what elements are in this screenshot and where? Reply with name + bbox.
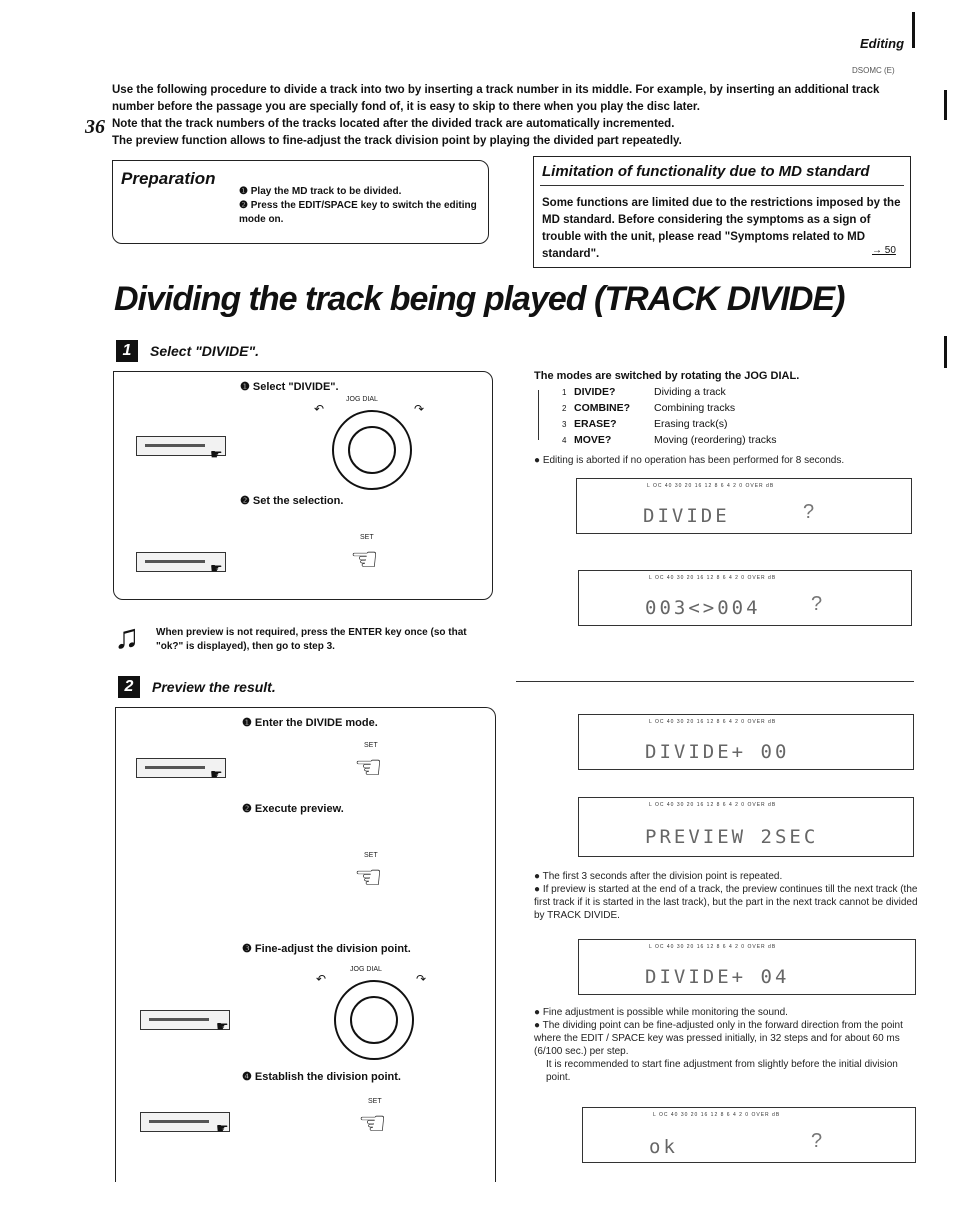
set-label: SET (364, 852, 378, 859)
step-2-sub-3: ❸ Fine-adjust the division point. (242, 943, 411, 955)
display-text: DIVIDE+ 00 (645, 741, 790, 763)
cycle-bracket (538, 390, 542, 440)
hand-pointer-icon: ☛ (216, 1120, 229, 1136)
intro-text (112, 82, 912, 150)
step-1-sub-2: ❷ Set the selection. (240, 495, 344, 507)
mode-name: MOVE? (574, 434, 612, 446)
note-item (534, 1058, 918, 1084)
hand-pointer-icon: ☛ (216, 1018, 229, 1034)
intro-paragraph: Note that the track numbers of the tracks located after the divided track are automatically incremented. (112, 118, 675, 130)
rotate-arrow-icon: ↶ (316, 972, 327, 986)
display-divide (576, 478, 912, 534)
note-item: ● Fine adjustment is possible while monitoring the sound. (534, 1007, 788, 1018)
jog-dial-icon (332, 410, 412, 490)
mode-item (562, 386, 882, 402)
step-2-heading: Preview the result. (152, 679, 276, 695)
hand-pointer-icon: ☛ (210, 446, 223, 462)
modes-list (562, 386, 882, 450)
page-number: 36 (85, 116, 105, 138)
mode-name: COMBINE? (574, 402, 630, 414)
finger-press-icon: ☜ (354, 749, 383, 785)
adjust-notes (534, 1006, 918, 1084)
modes-title: The modes are switched by rotating the JOG DIAL. (534, 370, 800, 382)
music-note-icon: ♫ (114, 618, 140, 656)
mode-number: 4 (562, 436, 567, 445)
display-track-select (578, 570, 912, 626)
tip-text: When preview is not required, press the ENTER key once (so that "ok?" is displayed), then go to step 3. (156, 627, 467, 652)
divider (516, 681, 914, 682)
prep-step-1: ❶ Play the MD track to be divided. (239, 186, 402, 197)
prep-step-text: Play the MD track to be divided. (250, 186, 402, 197)
edge-marker (944, 90, 947, 120)
sub-label: Execute preview. (254, 803, 344, 815)
mode-desc: Dividing a track (654, 386, 726, 398)
sub-label: Establish the division point. (254, 1071, 401, 1083)
hand-pointer-icon: ☛ (210, 560, 223, 576)
step-2-sub-1: ❶ Enter the DIVIDE mode. (242, 717, 378, 729)
set-label: SET (360, 534, 374, 541)
step-number-2: 2 (118, 676, 140, 698)
note-item: ● The dividing point can be fine-adjusted only in the forward direction from the point where the EDIT / SPACE key was pressed initially, in 32 steps and for about 60 ms (6/100 sec.) per step. (534, 1020, 903, 1057)
blink-indicator: ? (803, 501, 815, 523)
finger-press-icon: ☜ (358, 1105, 387, 1141)
note-text: The dividing point can be fine-adjusted only in the forward direction from the point where the EDIT / SPACE key was pressed initially, in 32 steps and for about 60 ms (6/100 sec.) per step. (534, 1020, 903, 1057)
mode-item (562, 434, 882, 450)
level-meter-scale: L OC 40 30 20 16 12 8 6 4 2 0 OVER dB (649, 944, 777, 950)
mode-item (562, 418, 882, 434)
note-text: Editing is aborted if no operation has been performed for 8 seconds. (542, 455, 845, 466)
display-ok (582, 1107, 916, 1163)
rotate-arrow-icon: ↷ (416, 972, 427, 986)
level-meter-scale: L OC 40 30 20 16 12 8 6 4 2 0 OVER dB (649, 719, 777, 725)
preparation-box (112, 160, 489, 244)
divider (540, 185, 904, 186)
rotate-arrow-icon: ↶ (314, 402, 325, 416)
limitation-title: Limitation of functionality due to MD standard (542, 163, 870, 180)
finger-press-icon: ☜ (350, 541, 379, 577)
step-1-panel (113, 371, 493, 600)
edge-marker (912, 12, 915, 48)
abort-note: ● Editing is aborted if no operation has been performed for 8 seconds. (534, 455, 845, 466)
blink-indicator: ? (811, 593, 823, 615)
limitation-body: Some functions are limited due to the restrictions imposed by the MD standard. Before considering the symptoms as a sign of trouble with the unit, please read "Symptoms related to MD standard". (542, 197, 901, 260)
note-item: ● The first 3 seconds after the division point is repeated. (534, 871, 783, 882)
rotate-arrow-icon: ↷ (414, 402, 425, 416)
sub-label: Enter the DIVIDE mode. (254, 717, 378, 729)
level-meter-scale: L OC 40 30 20 16 12 8 6 4 2 0 OVER dB (653, 1112, 781, 1118)
mode-number: 1 (562, 388, 567, 397)
display-text: 003<>004 (645, 597, 761, 619)
level-meter-scale: L OC 40 30 20 16 12 8 6 4 2 0 OVER dB (649, 802, 777, 808)
note-text: It is recommended to start fine adjustment from slightly before the initial division point. (546, 1059, 898, 1083)
limitation-box (533, 156, 911, 268)
jog-dial-icon (334, 980, 414, 1060)
display-text: PREVIEW 2SEC (645, 826, 819, 848)
intro-paragraph: The preview function allows to fine-adjust the track division point by playing the divided part repeatedly. (112, 135, 682, 147)
step-2-panel (115, 707, 496, 1182)
preparation-steps (239, 185, 483, 227)
finger-press-icon: ☜ (354, 859, 383, 895)
step-number-1: 1 (116, 340, 138, 362)
display-preview (578, 797, 914, 857)
display-divide-plus-04 (578, 939, 916, 995)
mode-desc: Combining tracks (654, 402, 736, 414)
jog-dial-label: JOG DIAL (346, 396, 378, 403)
mode-item (562, 402, 882, 418)
model-code: DSOMC (E) (852, 66, 895, 75)
display-text: DIVIDE (643, 505, 730, 527)
sub-label: Set the selection. (252, 495, 344, 507)
set-label: SET (368, 1098, 382, 1105)
limitation-page-ref[interactable]: → 50 (872, 245, 896, 256)
hand-pointer-icon: ☛ (210, 766, 223, 782)
step-1-sub-1: ❶ Select "DIVIDE". (240, 381, 339, 393)
prep-step-2: ❷ Press the EDIT/SPACE key to switch the editing mode on. (239, 200, 477, 225)
mode-name: DIVIDE? (574, 386, 616, 398)
preparation-title: Preparation (121, 169, 216, 188)
display-text: ok (649, 1136, 678, 1158)
display-text: DIVIDE+ 04 (645, 966, 790, 988)
level-meter-scale: L OC 40 30 20 16 12 8 6 4 2 0 OVER dB (649, 575, 777, 581)
step-2-sub-4: ❹ Establish the division point. (242, 1071, 401, 1083)
page-title: Dividing the track being played (TRACK DIVIDE) (114, 280, 845, 318)
prep-step-text: Press the EDIT/SPACE key to switch the editing mode on. (239, 200, 477, 225)
intro-paragraph: Use the following procedure to divide a track into two by inserting a track number in its middle. For example, by inserting an additional track number before the passage you are specially fond of, it is easy to skip to there when you play the disc later. (112, 84, 880, 113)
step-1-heading: Select "DIVIDE". (150, 343, 259, 359)
display-divide-plus-00 (578, 714, 914, 770)
mode-name: ERASE? (574, 418, 617, 430)
section-title: Editing (860, 36, 905, 51)
note-text: Fine adjustment is possible while monitoring the sound. (542, 1007, 788, 1018)
note-text: If preview is started at the end of a track, the preview continues till the next track (the first track if it is started in the last track), but the part in the next track cannot be divided by TRACK DIVIDE. (534, 884, 918, 921)
blink-indicator: ? (811, 1130, 823, 1152)
preview-notes (534, 870, 918, 922)
step-2-sub-2: ❷ Execute preview. (242, 803, 344, 815)
jog-dial-label: JOG DIAL (350, 966, 382, 973)
note-text: The first 3 seconds after the division point is repeated. (542, 871, 783, 882)
sub-label: Fine-adjust the division point. (254, 943, 411, 955)
mode-number: 2 (562, 404, 567, 413)
mode-desc: Moving (reordering) tracks (654, 434, 777, 446)
set-label: SET (364, 742, 378, 749)
level-meter-scale: L OC 40 30 20 16 12 8 6 4 2 0 OVER dB (647, 483, 775, 489)
edge-marker (944, 336, 947, 368)
mode-desc: Erasing track(s) (654, 418, 728, 430)
note-item: ● If preview is started at the end of a track, the preview continues till the next track (the first track if it is started in the last track), but the part in the next track cannot be divided by TRACK DIVIDE. (534, 884, 918, 921)
sub-label: Select "DIVIDE". (252, 381, 339, 393)
mode-number: 3 (562, 420, 567, 429)
